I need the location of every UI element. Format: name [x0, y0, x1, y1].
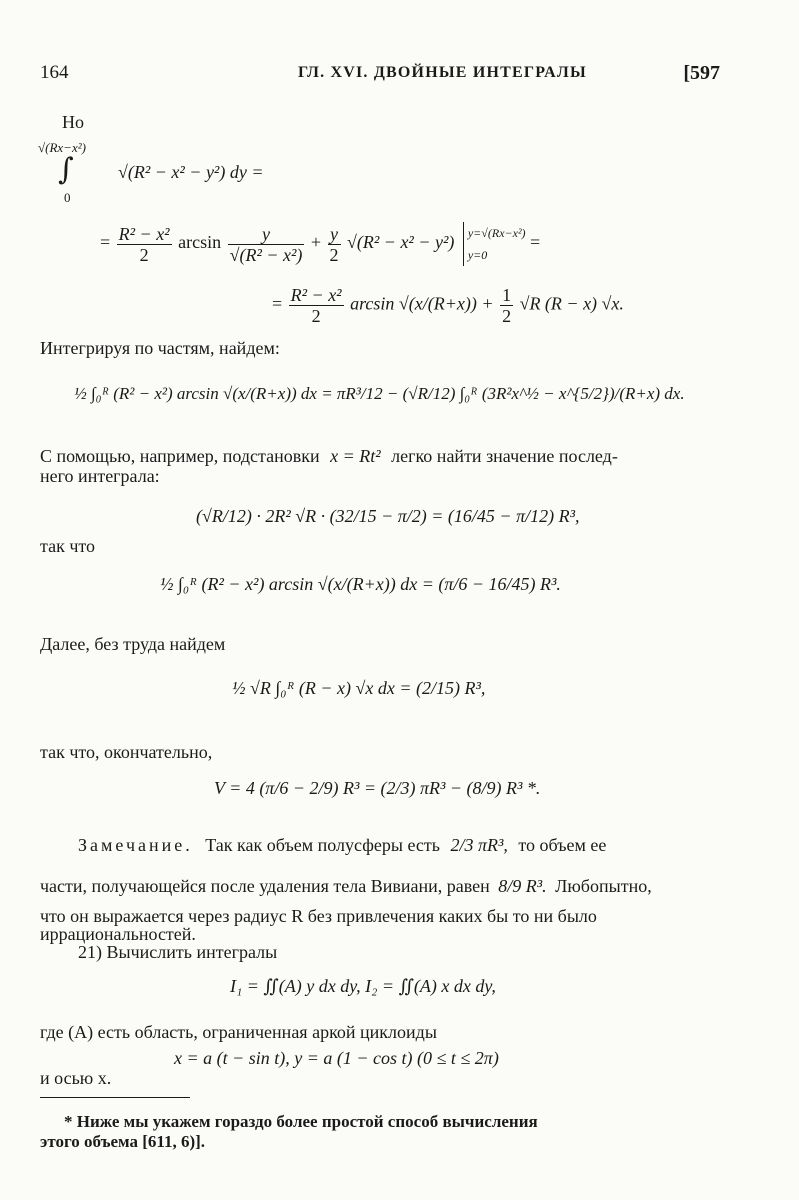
region-line: где (A) есть область, ограниченная аркой циклоиды — [40, 1022, 437, 1042]
eq2-eval-upper: y=√(Rx−x²) — [467, 226, 526, 240]
footnote-line1: * Ниже мы укажем гораздо более простой способ вычисления — [64, 1112, 538, 1131]
footnote-rule — [40, 1097, 190, 1098]
text-substitution-line2: него интеграла: — [40, 466, 160, 486]
axis-line: и осью x. — [40, 1068, 112, 1088]
eq1-integral-sign: ∫ — [58, 152, 74, 187]
eq1-upper-limit: √(Rx−x²) — [38, 140, 86, 155]
eq4: ½ ∫₀ᴿ (R² − x²) arcsin √(x/(R+x)) dx = πR³/12 − (√R/12) ∫₀ᴿ (3R²x^½ − x^{5/2})/(R+x) dx. — [74, 384, 685, 403]
eq2-y2-num: y — [328, 224, 341, 245]
eq10: x = a (t − sin t), y = a (1 − cos t) (0 ≤ t ≤ 2π) — [174, 1048, 499, 1068]
eq2: = $\frac{\text{R² − x²}}{2}$ arcsin $\frac{y}{\text{√(R² − x²)}}$ + $\frac{y}{2}$ √(R² − x² − y²) y=√(Rx−x²) y=0 = — [100, 223, 541, 265]
footnote-line2: этого объема [611, 6)]. — [40, 1132, 206, 1151]
eq2-frac-num: y — [228, 224, 305, 245]
eq9: I₁ = ∬(A) y dx dy, I₂ = ∬(A) x dx dy, — [230, 976, 496, 996]
eq3-half-num: 1 — [502, 285, 512, 305]
eq3-half-den: 2 — [502, 306, 512, 326]
eq3-coef-num: R² − x² — [290, 285, 342, 305]
eq2-frac-den: √(R² − x²) — [229, 244, 303, 265]
eq7: ½ √R ∫₀ᴿ (R − x) √x dx = (2/15) R³, — [232, 678, 486, 698]
section-ref: [597 — [683, 62, 720, 84]
eq3-coef-den: 2 — [311, 306, 321, 326]
text-substitution-line1: С помощью, например, подстановки x = Rt² легко найти значение послед- — [40, 446, 618, 466]
eq3: = $\frac{\text{R² − x²}}{2}$ arcsin √(x/(R+x)) + $\frac{1}{2}$ √R (R − x) √x. — [272, 285, 624, 326]
eq2-coef-num: R² − x² — [118, 223, 170, 244]
text-integrating: Интегрируя по частям, найдем: — [40, 338, 280, 358]
eq1-lhs: √(R² − x² − y²) dy = — [118, 162, 264, 182]
eq8: V = 4 (π/6 − 2/9) R³ = (2/3) πR³ − (8/9) R³ *. — [214, 778, 541, 798]
eq2-y2-den: 2 — [329, 244, 339, 265]
eq2-root: √(R² − x² − y²) — [347, 232, 455, 253]
text-so-that: так что — [40, 536, 96, 556]
text-no: Но — [62, 112, 84, 132]
page-number: 164 — [40, 62, 69, 83]
remark-line2: части, получающейся после удаления тела Вивиани, равен 8/9 R³. Любопытно, — [40, 876, 652, 896]
text-so-that-finally: так что, окончательно, — [40, 742, 213, 762]
eq6: ½ ∫₀ᴿ (R² − x²) arcsin √(x/(R+x)) dx = (π/6 − 16/45) R³. — [160, 574, 561, 594]
eq2-coef-den: 2 — [139, 244, 149, 265]
eq1-lower-limit: 0 — [64, 190, 71, 205]
page-header — [40, 62, 720, 86]
eq3-rest: arcsin √(x/(R+x)) + — [350, 293, 494, 314]
remark-line4: иррациональностей. — [40, 924, 196, 944]
eq5: (√R/12) · 2R² √R · (32/15 − π/2) = (16/45 − π/12) R³, — [196, 506, 580, 526]
chapter-title: ГЛ. XVI. ДВОЙНЫЕ ИНТЕГРАЛЫ — [298, 64, 587, 81]
eq2-arcsin: arcsin — [178, 232, 222, 253]
eq2-eq: = — [530, 232, 541, 253]
remark-line1: Замечание. Так как объем полусферы есть 2/3 πR³, то объем ее — [78, 835, 607, 855]
text-further: Далее, без труда найдем — [40, 634, 226, 654]
remark-label: Замечание. — [78, 835, 193, 855]
remark-line3: что он выражается через радиус R без привлечения каких бы то ни было — [40, 906, 597, 926]
eq3-tail: √R (R − x) √x. — [519, 293, 624, 314]
problem-21: 21) Вычислить интегралы — [78, 942, 278, 962]
eq2-eval-lower: y=0 — [467, 248, 488, 262]
eq2-plus: + — [310, 232, 322, 253]
